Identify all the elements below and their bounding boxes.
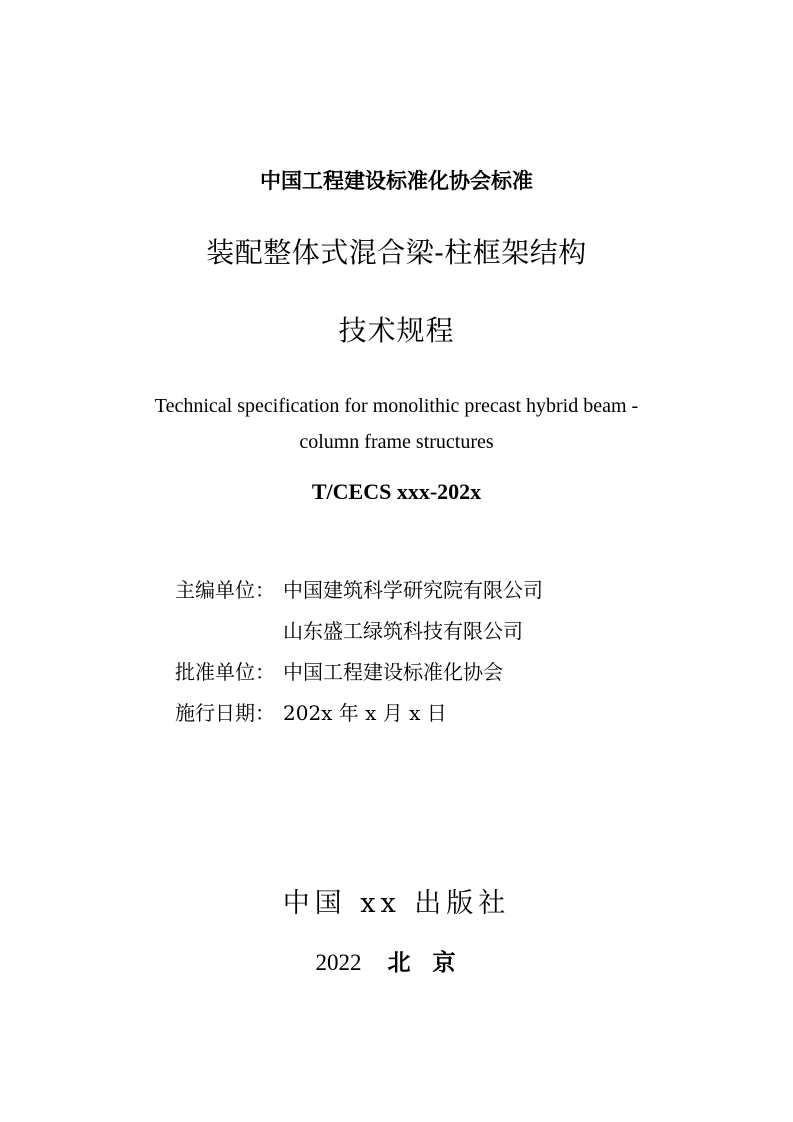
chief-editor-2: 山东盛工绿筑科技有限公司: [283, 619, 523, 643]
chief-editor-row-2: [175, 609, 735, 650]
org-standard-heading: 中国工程建设标准化协会标准: [260, 169, 533, 193]
approver-label: 批准单位：: [175, 660, 275, 684]
info-block: [175, 568, 735, 732]
effective-date: 202x 年 x 月 x 日: [283, 701, 447, 725]
title-english-line-1: Technical specification for monolithic precast hybrid beam -: [154, 395, 639, 417]
publisher: 中国 xx 出版社: [282, 888, 511, 919]
title-english-line-2: column frame structures: [299, 431, 494, 453]
chief-editor-label: 主编单位：: [175, 578, 275, 602]
title-chinese-line-1: 装配整体式混合梁-柱框架结构: [206, 236, 587, 269]
chief-editor-row: [175, 568, 735, 609]
publication-year: 2022: [315, 950, 362, 975]
approver: 中国工程建设标准化协会: [283, 660, 503, 684]
effective-date-row: [175, 691, 735, 732]
standard-code: T/CECS xxx-202x: [311, 479, 482, 504]
approver-row: [175, 650, 735, 691]
effective-date-label: 施行日期：: [175, 701, 275, 725]
title-chinese-line-2: 技术规程: [338, 314, 455, 347]
chief-editor-1: 中国建筑科学研究院有限公司: [283, 578, 543, 602]
publication-year-city: [0, 946, 793, 980]
publication-city: 北京: [387, 950, 478, 976]
